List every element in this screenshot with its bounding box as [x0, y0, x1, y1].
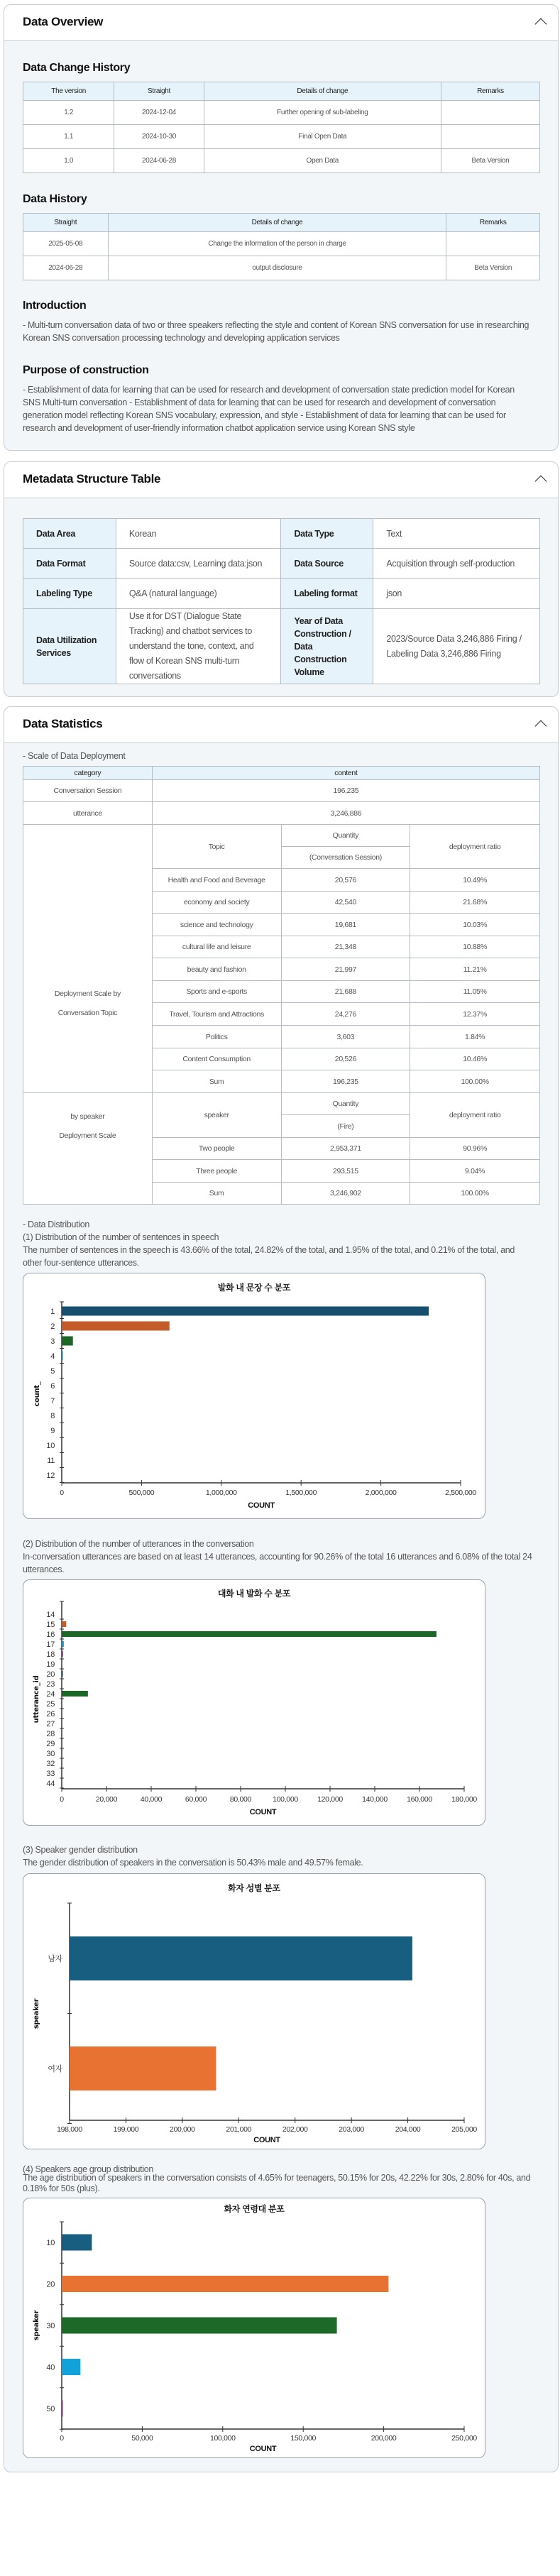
x-tick-label: 205,000 — [451, 2125, 477, 2134]
change-history-table — [23, 82, 540, 173]
y-tick-label: 3 — [50, 1337, 55, 1346]
x-tick-label: 2,000,000 — [365, 1489, 397, 1497]
chart-svg — [23, 1273, 486, 1520]
metadata-table — [23, 518, 540, 684]
table-row — [23, 519, 540, 549]
cell: 2024-10-30 — [114, 125, 204, 149]
cell: 10.03% — [410, 914, 540, 936]
y-tick-label: 32 — [46, 1760, 55, 1768]
x-tick-label: 200,000 — [370, 2434, 397, 2443]
section-text: In-conversation utterances are based on at least 14 utterances, accounting for 90.26% of the total 16 utterances and 6.08% of the total 24 utterances. — [23, 1552, 532, 1574]
chart-title: 발화 내 문장 수 분포 — [217, 1283, 291, 1293]
cell: Travel, Tourism and Attractions — [152, 1003, 281, 1026]
y-tick-label: 30 — [46, 2322, 55, 2330]
col-header: Topic — [152, 825, 281, 869]
y-tick-label: 17 — [46, 1640, 55, 1649]
y-tick-label: 4 — [50, 1352, 55, 1361]
table-row — [23, 579, 540, 609]
section-title: Purpose of construction — [23, 364, 149, 376]
cell: 11.05% — [410, 981, 540, 1003]
scale-label: - Scale of Data Deployment — [23, 751, 126, 761]
y-tick-label: 29 — [46, 1740, 55, 1748]
y-tick-label: 14 — [46, 1611, 55, 1619]
meta-value: Q&A (natural language) — [116, 579, 281, 609]
cell: utterance — [23, 802, 153, 825]
meta-key: Year of Data Construction / Data Construction Volume — [281, 609, 373, 684]
cell: economy and society — [152, 892, 281, 914]
section-title: Data History — [23, 193, 87, 205]
bar — [62, 2235, 92, 2251]
x-tick-label: 50,000 — [131, 2434, 153, 2443]
col-header: Remarks — [446, 214, 540, 232]
meta-value: 2023/Source Data 3,246,886 Firing / Labeling Data 3,246,886 Firing — [373, 609, 540, 684]
x-tick-label: 198,000 — [57, 2125, 82, 2134]
col-header: The version — [23, 82, 114, 101]
meta-value: Acquisition through self-production — [373, 549, 540, 579]
data-overview-card — [4, 4, 559, 451]
y-tick-label: 44 — [46, 1780, 55, 1788]
col-header: category — [23, 767, 153, 780]
speaker-scale-label: by speaker — [70, 1112, 105, 1121]
cell: 1.1 — [23, 125, 114, 149]
meta-key: Data Format — [23, 549, 116, 579]
x-axis-label: COUNT — [253, 2136, 280, 2144]
cell: 1.84% — [410, 1026, 540, 1048]
card-title: Metadata Structure Table — [23, 472, 161, 486]
x-tick-label: 0 — [60, 1489, 64, 1497]
meta-value: Text — [373, 519, 540, 549]
cell: 2024-06-28 — [23, 256, 109, 280]
cell — [441, 101, 539, 125]
cell: beauty and fashion — [152, 958, 281, 981]
chevron-up-icon[interactable] — [535, 476, 547, 488]
cell: 11.21% — [410, 958, 540, 981]
cell: 9.04% — [410, 1160, 540, 1183]
y-axis-label: utterance_id — [33, 1675, 40, 1723]
cell: 100.00% — [410, 1070, 540, 1093]
x-tick-label: 160,000 — [407, 1795, 432, 1804]
col-header: Quantity — [281, 825, 410, 847]
y-tick-label: 30 — [46, 1750, 55, 1758]
col-header: Straight — [23, 214, 109, 232]
x-tick-label: 140,000 — [362, 1795, 388, 1804]
bar — [62, 2276, 388, 2292]
x-axis-label: COUNT — [249, 1808, 277, 1816]
y-tick-label: 10 — [46, 1442, 55, 1450]
cell: Conversation Session — [23, 780, 153, 802]
x-tick-label: 202,000 — [282, 2125, 308, 2134]
cell: 2,953,371 — [281, 1138, 410, 1160]
age-group-chart — [23, 2198, 485, 2458]
y-tick-label: 40 — [46, 2363, 55, 2372]
x-tick-label: 80,000 — [229, 1795, 252, 1804]
section-title: Introduction — [23, 300, 87, 312]
bar — [62, 1352, 63, 1361]
y-tick-label: 24 — [46, 1690, 55, 1699]
metadata-card — [4, 461, 559, 697]
y-tick-label: 11 — [47, 1457, 55, 1465]
cell: 196,235 — [152, 780, 539, 802]
cell: 20,576 — [281, 869, 410, 892]
cell: 196,235 — [281, 1070, 410, 1093]
y-axis-label: speaker — [33, 1998, 40, 2029]
x-tick-label: 0 — [60, 2434, 64, 2443]
cell: Beta Version — [446, 256, 540, 280]
cell: 90.96% — [410, 1138, 540, 1160]
col-header: Straight — [114, 82, 204, 101]
y-tick-label: 10 — [46, 2239, 55, 2247]
x-tick-label: 100,000 — [273, 1795, 298, 1804]
y-tick-label: 6 — [50, 1382, 55, 1391]
distribution-label: - Data Distribution — [23, 1220, 89, 1229]
bar — [62, 1671, 63, 1677]
cell: 2024-12-04 — [114, 101, 204, 125]
x-tick-label: 40,000 — [140, 1795, 163, 1804]
table-row — [23, 101, 540, 125]
y-tick-label: 20 — [46, 2280, 55, 2289]
chevron-up-icon[interactable] — [535, 18, 547, 31]
x-axis-label: COUNT — [249, 2445, 277, 2453]
cell: Final Open Data — [204, 125, 441, 149]
y-tick-label: 여자 — [48, 2065, 62, 2073]
speaker-scale-label: Deployment Scale — [59, 1131, 116, 1140]
bar — [62, 2401, 63, 2417]
meta-key: Data Type — [281, 519, 373, 549]
y-tick-label: 23 — [46, 1680, 55, 1689]
meta-key: Labeling Type — [23, 579, 116, 609]
section-title: Data Change History — [23, 62, 131, 74]
cell: 293,515 — [281, 1160, 410, 1183]
chevron-up-icon[interactable] — [535, 720, 547, 733]
cell: 1.0 — [23, 149, 114, 173]
table-row — [23, 609, 540, 684]
meta-key: Data Utilization Services — [23, 609, 116, 684]
cell — [446, 232, 540, 256]
meta-value: Korean — [116, 519, 281, 549]
cell: 2024-06-28 — [114, 149, 204, 173]
cell: 3,603 — [281, 1026, 410, 1048]
cell: output disclosure — [108, 256, 446, 280]
cell: Sum — [152, 1183, 281, 1205]
x-tick-label: 199,000 — [113, 2125, 139, 2134]
cell: 2025-05-08 — [23, 232, 109, 256]
section-text: The number of sentences in the speech is 43.66% of the total, 24.82% of the total, and 1.95% of the total, and 0.21% of the total, and other four-sentence utterances. — [23, 1245, 515, 1268]
col-header: (Conversation Session) — [281, 847, 410, 869]
x-tick-label: 0 — [60, 1795, 64, 1804]
y-tick-label: 27 — [46, 1720, 55, 1728]
y-tick-label: 남자 — [48, 1955, 62, 1963]
bar — [62, 2318, 337, 2334]
cell: Sum — [152, 1070, 281, 1093]
x-tick-label: 1,000,000 — [205, 1489, 237, 1497]
x-tick-label: 204,000 — [395, 2125, 421, 2134]
chart-svg — [23, 1874, 486, 2150]
x-tick-label: 1,500,000 — [285, 1489, 317, 1497]
cell: 3,246,886 — [152, 802, 539, 825]
card-title: Data Overview — [23, 15, 104, 28]
y-tick-label: 16 — [46, 1630, 55, 1639]
bar — [62, 2359, 80, 2375]
col-header: Details of change — [108, 214, 446, 232]
y-tick-label: 7 — [50, 1397, 55, 1405]
y-tick-label: 1 — [50, 1308, 55, 1316]
cell: science and technology — [152, 914, 281, 936]
bar — [70, 1936, 412, 1980]
table-row — [23, 802, 540, 825]
x-tick-label: 203,000 — [339, 2125, 365, 2134]
sentence-count-chart — [23, 1273, 485, 1519]
cell: 21,348 — [281, 936, 410, 958]
y-tick-label: 5 — [50, 1367, 55, 1376]
cell: 21,688 — [281, 981, 410, 1003]
bar — [62, 1322, 170, 1331]
section-heading: (2) Distribution of the number of utterances in the conversation — [23, 1539, 254, 1549]
cell: Beta Version — [441, 149, 539, 173]
cell: Two people — [152, 1138, 281, 1160]
section-heading: (3) Speaker gender distribution — [23, 1845, 138, 1855]
cell: Health and Food and Beverage — [152, 869, 281, 892]
col-header: (Fire) — [281, 1115, 410, 1138]
y-axis-label: count_ — [33, 1381, 41, 1407]
section-text: The age distribution of speakers in the conversation consists of 4.65% for teenagers, 50.15% for 20s, 42.22% for 30s, 2.80% for 40s, and 0.18% for 50s (plus). — [23, 2173, 531, 2193]
data-overview-header[interactable] — [4, 5, 558, 41]
x-tick-label: 250,000 — [451, 2434, 477, 2443]
col-header: speaker — [152, 1093, 281, 1138]
x-tick-label: 500,000 — [128, 1489, 155, 1497]
cell: Politics — [152, 1026, 281, 1048]
chart-svg — [23, 1580, 486, 1826]
cell: 10.88% — [410, 936, 540, 958]
cell: 42,540 — [281, 892, 410, 914]
bar — [62, 1631, 437, 1637]
x-tick-label: 20,000 — [95, 1795, 118, 1804]
cell: Open Data — [204, 149, 441, 173]
meta-value: Use it for DST (Dialogue State Tracking) and chatbot services to understand the tone, context, and flow of Korean SNS multi-turn conversations — [116, 609, 281, 684]
cell: cultural life and leisure — [152, 936, 281, 958]
table-row — [23, 549, 540, 579]
y-tick-label: 50 — [46, 2405, 55, 2413]
table-row — [23, 125, 540, 149]
x-tick-label: 180,000 — [451, 1795, 477, 1804]
card-title: Data Statistics — [23, 717, 103, 730]
x-axis-label: COUNT — [248, 1501, 275, 1510]
x-tick-label: 200,000 — [169, 2125, 195, 2134]
introduction-text: - Multi-turn conversation data of two or three speakers reflecting the style and content of Korean SNS conversation for use in researching Korean SNS conversation processing technology and developing application services — [23, 320, 529, 343]
cell: Deployment Scale by Conversation Topic — [23, 825, 153, 1093]
cell: Change the information of the person in charge — [108, 232, 446, 256]
x-tick-label: 120,000 — [317, 1795, 343, 1804]
col-header: deployment ratio — [410, 825, 540, 869]
col-header: deployment ratio — [410, 1093, 540, 1138]
col-header: content — [152, 767, 539, 780]
y-tick-label: 26 — [46, 1710, 55, 1719]
bar — [62, 1641, 64, 1647]
table-row — [23, 149, 540, 173]
cell: 10.46% — [410, 1048, 540, 1070]
chart-title: 화자 연령대 분포 — [224, 2204, 285, 2214]
y-tick-label: 2 — [50, 1322, 55, 1331]
utterance-count-chart — [23, 1579, 485, 1826]
y-tick-label: 8 — [50, 1412, 55, 1420]
y-tick-label: 12 — [46, 1471, 55, 1480]
cell: 1.2 — [23, 101, 114, 125]
cell: 19,681 — [281, 914, 410, 936]
cell: Sports and e-sports — [152, 981, 281, 1003]
chart-title: 대화 내 발화 수 분포 — [217, 1589, 291, 1599]
statistics-card — [4, 706, 559, 2472]
x-tick-label: 60,000 — [185, 1795, 207, 1804]
y-tick-label: 25 — [46, 1700, 55, 1709]
y-tick-label: 18 — [46, 1650, 55, 1659]
x-tick-label: 201,000 — [226, 2125, 252, 2134]
cell: Content Consumption — [152, 1048, 281, 1070]
table-row — [23, 780, 540, 802]
cell: 24,276 — [281, 1003, 410, 1026]
col-header: Remarks — [441, 82, 539, 101]
cell: 21,997 — [281, 958, 410, 981]
y-tick-label: 28 — [46, 1730, 55, 1738]
x-tick-label: 100,000 — [209, 2434, 236, 2443]
y-tick-label: 15 — [46, 1621, 55, 1629]
data-history-table — [23, 213, 540, 280]
gender-chart — [23, 1873, 485, 2149]
cell: 20,526 — [281, 1048, 410, 1070]
cell: Further opening of sub-labeling — [204, 101, 441, 125]
y-tick-label: 33 — [46, 1770, 55, 1778]
chart-title: 화자 성별 분포 — [228, 1883, 280, 1893]
bar — [62, 1307, 429, 1316]
bar — [62, 1691, 88, 1697]
section-text: The gender distribution of speakers in the conversation is 50.43% male and 49.57% female. — [23, 1858, 363, 1868]
col-header: Quantity — [281, 1093, 410, 1115]
bar — [62, 1337, 73, 1346]
section-heading: (1) Distribution of the number of sentences in speech — [23, 1232, 219, 1242]
meta-key: Data Source — [281, 549, 373, 579]
metadata-header[interactable] — [4, 462, 558, 498]
col-header: Details of change — [204, 82, 441, 101]
cell: 10.49% — [410, 869, 540, 892]
meta-value: Source data:csv, Learning data:json — [116, 549, 281, 579]
y-tick-label: 19 — [46, 1660, 55, 1669]
meta-key: Labeling format — [281, 579, 373, 609]
meta-key: Data Area — [23, 519, 116, 549]
y-axis-label: speaker — [33, 2310, 40, 2341]
bar — [62, 1621, 66, 1627]
y-tick-label: 9 — [50, 1427, 55, 1435]
cell — [23, 1093, 153, 1205]
cell — [441, 125, 539, 149]
chart-svg — [23, 2198, 486, 2459]
purpose-text: - Establishment of data for learning that can be used for research and development of conversation state prediction model for Korean SNS Multi-turn conversation - Establishment of data for learning that can be used for research and development of conversation generation model reflecting Korean SNS vocabulary, expression, and style - Establishment of data for learning that can be used for research and development of user-friendly information chatbot application service using Korean SNS style — [23, 385, 515, 433]
table-row — [23, 256, 540, 280]
x-tick-label: 150,000 — [290, 2434, 317, 2443]
cell: Three people — [152, 1160, 281, 1183]
statistics-header[interactable] — [4, 707, 558, 743]
cell: 21.68% — [410, 892, 540, 914]
cell: 100.00% — [410, 1183, 540, 1205]
bar — [62, 1651, 63, 1657]
x-tick-label: 2,500,000 — [445, 1489, 476, 1497]
y-tick-label: 20 — [46, 1670, 55, 1679]
bar — [70, 2046, 216, 2090]
section-heading: (4) Speakers age group distribution — [23, 2164, 154, 2174]
deployment-scale-table — [23, 766, 540, 1205]
cell: 3,246,902 — [281, 1183, 410, 1205]
table-row — [23, 232, 540, 256]
meta-value: json — [373, 579, 540, 609]
cell: 12.37% — [410, 1003, 540, 1026]
